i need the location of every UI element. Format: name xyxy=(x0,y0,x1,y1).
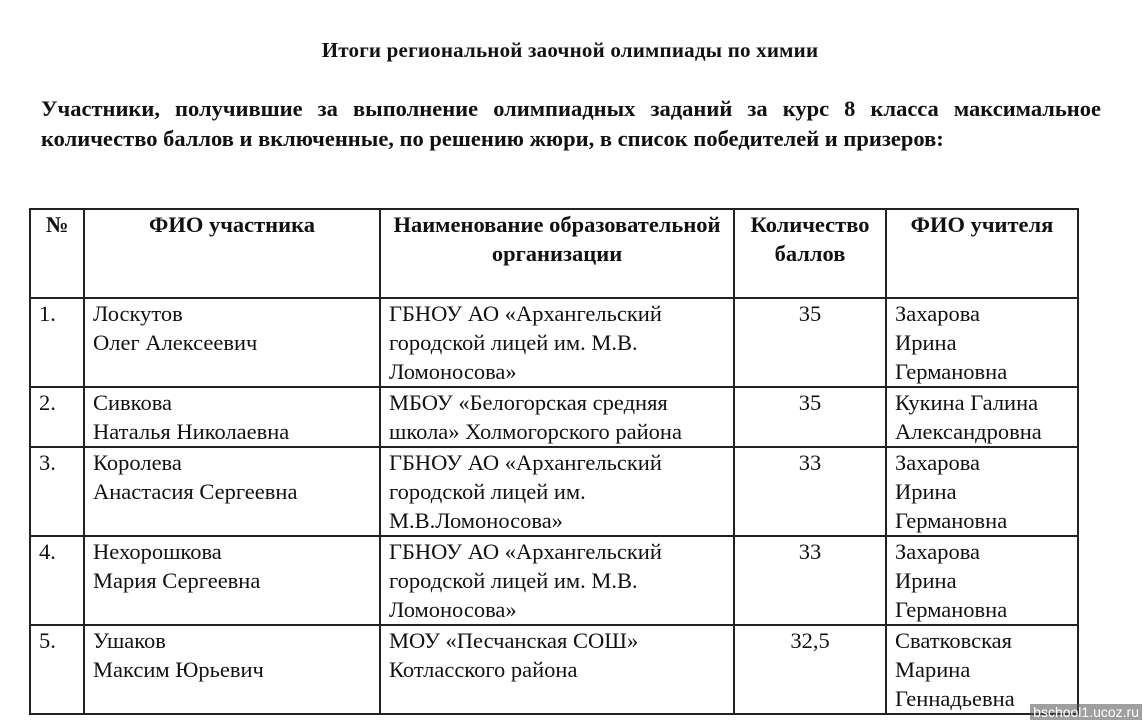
cell-name-line: Наталья Николаевна xyxy=(93,419,290,444)
table-row xyxy=(30,387,1078,447)
cell-org-line: МОУ «Песчанская СОШ» xyxy=(389,628,639,653)
cell-name xyxy=(84,536,380,625)
cell-org-line: городской лицей им. xyxy=(389,479,586,504)
cell-org-line: городской лицей им. М.В. xyxy=(389,568,638,593)
cell-org-line: МБОУ «Белогорская средняя xyxy=(389,390,668,415)
cell-score: 33 xyxy=(734,536,886,625)
results-table xyxy=(29,208,1079,715)
cell-name-line: Нехорошкова xyxy=(93,539,222,564)
cell-org xyxy=(380,298,734,387)
cell-teacher-line: Сватковская xyxy=(895,628,1013,653)
cell-name-line: Лоскутов xyxy=(93,301,183,326)
cell-teacher-line: Марина xyxy=(895,657,971,682)
cell-teacher-line: Германовна xyxy=(895,359,1008,384)
cell-name-line: Сивкова xyxy=(93,390,173,415)
header-org: Наименование образовательной организации xyxy=(380,209,734,298)
cell-teacher-line: Александровна xyxy=(895,419,1042,444)
header-score: Количество баллов xyxy=(734,209,886,298)
cell-name-line: Анастасия Сергеевна xyxy=(93,479,298,504)
table-body xyxy=(30,298,1078,714)
table-header-row xyxy=(30,209,1078,298)
cell-name-line: Мария Сергеевна xyxy=(93,568,261,593)
cell-score: 35 xyxy=(734,298,886,387)
cell-score: 32,5 xyxy=(734,625,886,714)
table-row xyxy=(30,447,1078,536)
cell-teacher xyxy=(886,625,1078,714)
cell-org-line: ГБНОУ АО «Архангельский xyxy=(389,450,662,475)
cell-teacher-line: Захарова xyxy=(895,301,981,326)
cell-teacher-line: Захарова xyxy=(895,450,981,475)
cell-org-line: М.В.Ломоносова» xyxy=(389,508,563,533)
cell-teacher xyxy=(886,447,1078,536)
cell-score: 35 xyxy=(734,387,886,447)
cell-teacher-line: Ирина xyxy=(895,330,957,355)
cell-org xyxy=(380,625,734,714)
cell-teacher-line: Германовна xyxy=(895,597,1008,622)
header-name: ФИО участника xyxy=(84,209,380,298)
cell-num: 4. xyxy=(30,536,84,625)
cell-teacher-line: Захарова xyxy=(895,539,981,564)
header-teacher: ФИО учителя xyxy=(886,209,1078,298)
cell-num: 1. xyxy=(30,298,84,387)
intro-paragraph: Участники, получившие за выполнение олимпиадных заданий за курс 8 класса максимальное количество баллов и включенные, по решению жюри, в список победителей и призеров: xyxy=(41,96,1101,151)
cell-name-line: Ушаков xyxy=(93,628,166,653)
watermark: bschool1.ucoz.ru xyxy=(1030,704,1142,720)
cell-org-line: школа» Холмогорского района xyxy=(389,419,682,444)
cell-org-line: ГБНОУ АО «Архангельский xyxy=(389,301,662,326)
cell-name xyxy=(84,625,380,714)
cell-score: 33 xyxy=(734,447,886,536)
cell-num: 3. xyxy=(30,447,84,536)
cell-teacher-line: Ирина xyxy=(895,568,957,593)
cell-org-line: ГБНОУ АО «Архангельский xyxy=(389,539,662,564)
header-num: № xyxy=(30,209,84,298)
cell-name-line: Олег Алексеевич xyxy=(93,330,258,355)
cell-num: 5. xyxy=(30,625,84,714)
cell-org-line: Котласского района xyxy=(389,657,578,682)
cell-org xyxy=(380,387,734,447)
table-row xyxy=(30,536,1078,625)
cell-name xyxy=(84,387,380,447)
cell-teacher-line: Кукина Галина xyxy=(895,390,1039,415)
document-title: Итоги региональной заочной олимпиады по химии xyxy=(321,38,819,62)
cell-teacher xyxy=(886,536,1078,625)
cell-org-line: Ломоносова» xyxy=(389,359,517,384)
cell-name xyxy=(84,447,380,536)
cell-teacher-line: Ирина xyxy=(895,479,957,504)
cell-num: 2. xyxy=(30,387,84,447)
cell-org xyxy=(380,536,734,625)
cell-org-line: Ломоносова» xyxy=(389,597,517,622)
cell-teacher xyxy=(886,298,1078,387)
cell-teacher xyxy=(886,387,1078,447)
cell-teacher-line: Германовна xyxy=(895,508,1008,533)
cell-name xyxy=(84,298,380,387)
cell-teacher-line: Геннадьевна xyxy=(895,686,1015,711)
cell-org-line: городской лицей им. М.В. xyxy=(389,330,638,355)
cell-org xyxy=(380,447,734,536)
cell-name-line: Максим Юрьевич xyxy=(93,657,264,682)
table-row xyxy=(30,625,1078,714)
cell-name-line: Королева xyxy=(93,450,182,475)
table-row xyxy=(30,298,1078,387)
